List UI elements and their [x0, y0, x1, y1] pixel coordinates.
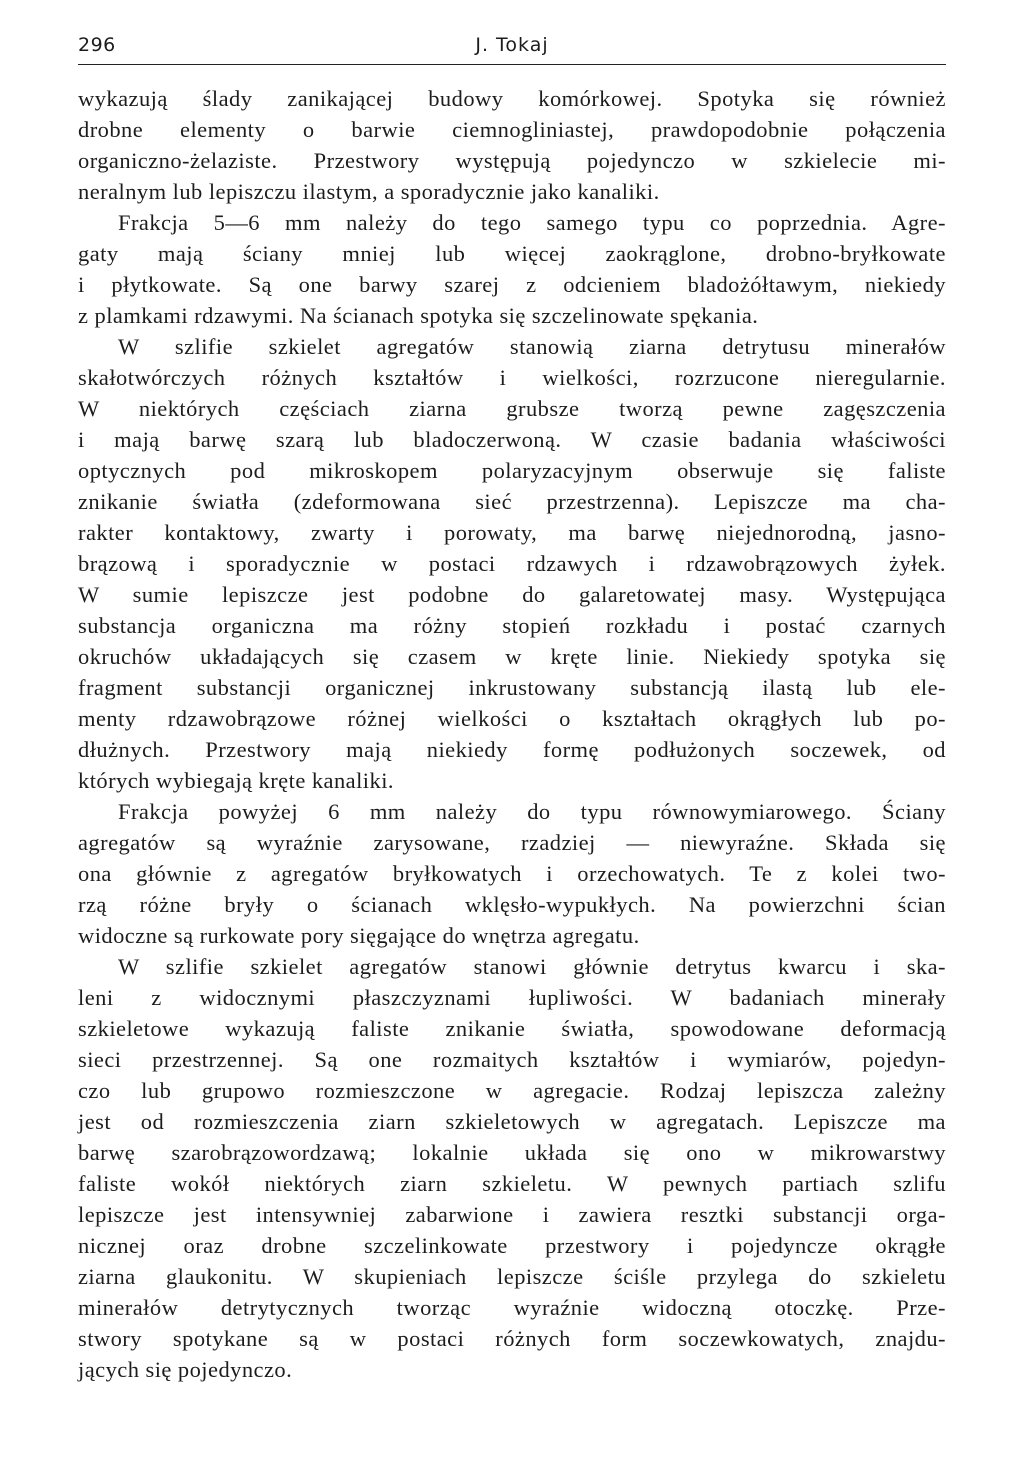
text-line: skałotwórczych różnych kształtów i wielkości, rozrzucone nieregularnie. — [78, 365, 946, 390]
text-line: szkieletowe wykazują faliste znikanie światła, spowodowane deformacją — [78, 1016, 946, 1041]
text-line: drobne elementy o barwie ciemnogliniastej, prawdopodobnie połączenia — [78, 117, 946, 142]
page-number: 296 — [78, 34, 116, 56]
text-line: fragment substancji organicznej inkrustowany substancją ilastą lub ele- — [78, 675, 946, 700]
running-head: J. Tokaj — [475, 34, 549, 56]
text-line: ona głównie z agregatów bryłkowatych i orzechowatych. Te z kolei two- — [78, 861, 946, 886]
body-text — [78, 83, 946, 1385]
text-line: jących się pojedynczo. — [78, 1357, 293, 1382]
text-line: stwory spotykane są w postaci różnych form soczewkowatych, znajdu- — [78, 1326, 946, 1351]
text-line: leni z widocznymi płaszczyznami łupliwości. W badaniach minerały — [78, 985, 946, 1010]
text-line: lepiszcze jest intensywniej zabarwione i zawiera resztki substancji orga- — [78, 1202, 946, 1227]
text-line: nicznej oraz drobne szczelinkowate przestwory i pojedyncze okrągłe — [78, 1233, 946, 1258]
text-line: Frakcja 5—6 mm należy do tego samego typu co poprzednia. Agre- — [118, 210, 946, 235]
text-line: organiczno-żelaziste. Przestwory występują pojedynczo w szkielecie mi- — [78, 148, 946, 173]
text-line: wykazują ślady zanikającej budowy komórkowej. Spotyka się również — [78, 86, 946, 111]
text-line: menty rdzawobrązowe różnej wielkości o kształtach okrągłych lub po- — [78, 706, 946, 731]
text-line: widoczne są rurkowate pory sięgające do wnętrza agregatu. — [78, 923, 640, 948]
text-line: minerałów detrytycznych tworząc wyraźnie widoczną otoczkę. Prze- — [78, 1295, 946, 1320]
text-line: W sumie lepiszcze jest podobne do galaretowatej masy. Występująca — [78, 582, 946, 607]
text-line: barwę szarobrązowordzawą; lokalnie układa się ono w mikrowarstwy — [78, 1140, 946, 1165]
text-line: dłużnych. Przestwory mają niekiedy formę podłużonych soczewek, od — [78, 737, 946, 762]
text-line: optycznych pod mikroskopem polaryzacyjnym obserwuje się faliste — [78, 458, 946, 483]
text-line: okruchów układających się czasem w kręte linie. Niekiedy spotyka się — [78, 644, 946, 669]
text-line: agregatów są wyraźnie zarysowane, rzadziej — niewyraźne. Składa się — [78, 830, 946, 855]
text-line: neralnym lub lepiszczu ilastym, a sporadycznie jako kanaliki. — [78, 179, 660, 204]
text-line: sieci przestrzennej. Są one rozmaitych kształtów i wymiarów, pojedyn- — [78, 1047, 946, 1072]
text-line: i płytkowate. Są one barwy szarej z odcieniem bladożółtawym, niekiedy — [78, 272, 946, 297]
text-line: których wybiegają kręte kanaliki. — [78, 768, 394, 793]
text-line: rzą różne bryły o ścianach wklęsło-wypukłych. Na powierzchni ścian — [78, 892, 946, 917]
text-line: W szlifie szkielet agregatów stanowią ziarna detrytusu minerałów — [118, 334, 946, 359]
text-line: faliste wokół niektórych ziarn szkieletu. W pewnych partiach szlifu — [78, 1171, 946, 1196]
text-line: jest od rozmieszczenia ziarn szkieletowych w agregatach. Lepiszcze ma — [78, 1109, 946, 1134]
text-line: substancja organiczna ma różny stopień rozkładu i postać czarnych — [78, 613, 946, 638]
text-line: ziarna glaukonitu. W skupieniach lepiszcze ściśle przylega do szkieletu — [78, 1264, 946, 1289]
text-line: znikanie światła (zdeformowana sieć przestrzenna). Lepiszcze ma cha- — [78, 489, 946, 514]
text-line: brązową i sporadycznie w postaci rdzawych i rdzawobrązowych żyłek. — [78, 551, 946, 576]
text-line: z plamkami rdzawymi. Na ścianach spotyka się szczelinowate spękania. — [78, 303, 759, 328]
text-line: gaty mają ściany mniej lub więcej zaokrąglone, drobno-bryłkowate — [78, 241, 946, 266]
text-line: Frakcja powyżej 6 mm należy do typu równowymiarowego. Ściany — [118, 799, 946, 824]
text-line: W szlifie szkielet agregatów stanowi głównie detrytus kwarcu i ska- — [118, 954, 946, 979]
text-line: W niektórych częściach ziarna grubsze tworzą pewne zagęszczenia — [78, 396, 946, 421]
text-line: rakter kontaktowy, zwarty i porowaty, ma barwę niejednorodną, jasno- — [78, 520, 946, 545]
page-header — [78, 34, 946, 65]
text-line: czo lub grupowo rozmieszczone w agregacie. Rodzaj lepiszcza zależny — [78, 1078, 946, 1103]
text-line: i mają barwę szarą lub bladoczerwoną. W czasie badania właściwości — [78, 427, 946, 452]
